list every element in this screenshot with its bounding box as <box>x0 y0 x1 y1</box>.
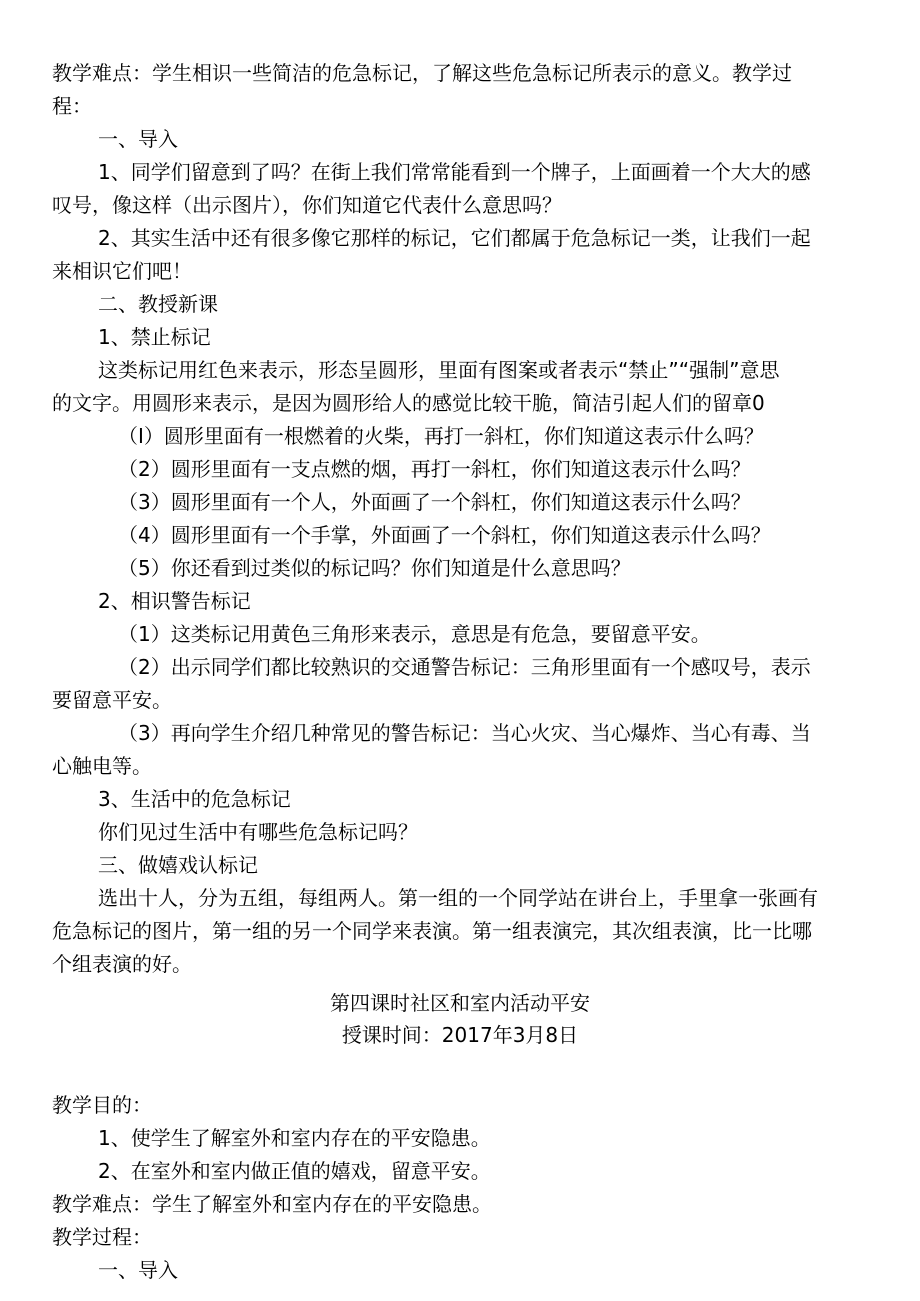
lesson-date: 授课时间：2017年3月8日 <box>341 1023 579 1047</box>
section-heading: 二、教授新课 <box>98 292 218 316</box>
list-item: （4）圆形里面有一个手掌，外面画了一个斜杠，你们知道这表示什么吗？ <box>118 523 771 547</box>
list-item: 2、在室外和室内做正值的嬉戏，留意平安。 <box>98 1159 491 1183</box>
paragraph-line: 要留意平安。 <box>52 688 172 712</box>
paragraph-line: 教学目的： <box>52 1093 152 1117</box>
paragraph-line: 教学过程： <box>52 1225 152 1249</box>
section-heading: 一、导入 <box>98 127 178 151</box>
paragraph-line: 来相识它们吧！ <box>52 259 192 283</box>
paragraph-line: 危急标记的图片，第一组的另一个同学来表演。第一组表演完，其次组表演，比一比哪 <box>52 919 812 943</box>
list-item: （2）圆形里面有一支点燃的烟，再打一斜杠，你们知道这表示什么吗？ <box>118 457 751 481</box>
list-item: （1）这类标记用黄色三角形来表示，意思是有危急，要留意平安。 <box>118 622 711 646</box>
paragraph-line: 心触电等。 <box>52 754 152 778</box>
list-item: （3）再向学生介绍几种常见的警告标记：当心火灾、当心爆炸、当心有毒、当 <box>118 721 811 745</box>
paragraph-line: 你们见过生活中有哪些危急标记吗？ <box>98 820 418 844</box>
paragraph-line: 教学难点：学生相识一些简洁的危急标记，了解这些危急标记所表示的意义。教学过 <box>52 61 792 85</box>
list-item: （I）圆形里面有一根燃着的火柴，再打一斜杠，你们知道这表示什么吗？ <box>118 424 764 448</box>
lesson-title: 第四课时社区和室内活动平安 <box>330 991 590 1015</box>
paragraph-line: 个组表演的好。 <box>52 952 192 976</box>
subsection-heading: 3、生活中的危急标记 <box>98 787 291 811</box>
subsection-heading: 2、相识警告标记 <box>98 589 251 613</box>
list-item: 1、使学生了解室外和室内存在的平安隐患。 <box>98 1126 491 1150</box>
paragraph-line: 程： <box>52 94 92 118</box>
paragraph-line: 2、其实生活中还有很多像它那样的标记，它们都属于危急标记一类，让我们一起 <box>98 226 811 250</box>
list-item: （2）出示同学们都比较熟识的交通警告标记：三角形里面有一个感叹号，表示 <box>118 655 811 679</box>
paragraph-line: 1、同学们留意到了吗？在街上我们常常能看到一个牌子，上面画着一个大大的感 <box>98 160 811 184</box>
paragraph-line: 的文字。用圆形来表示，是因为圆形给人的感觉比较干脆，简洁引起人们的留章0 <box>52 391 765 415</box>
list-item: （3）圆形里面有一个人，外面画了一个斜杠，你们知道这表示什么吗？ <box>118 490 751 514</box>
section-heading: 三、做嬉戏认标记 <box>98 853 258 877</box>
section-heading: 一、导入 <box>98 1258 178 1282</box>
paragraph-line: 这类标记用红色来表示，形态呈圆形，里面有图案或者表示“禁止”“强制”意思 <box>98 358 780 382</box>
list-item: （5）你还看到过类似的标记吗？你们知道是什么意思吗？ <box>118 556 631 580</box>
subsection-heading: 1、禁止标记 <box>98 325 211 349</box>
paragraph-line: 叹号，像这样（出示图片），你们知道它代表什么意思吗？ <box>52 193 562 217</box>
paragraph-line: 教学难点：学生了解室外和室内存在的平安隐患。 <box>52 1192 492 1216</box>
paragraph-line: 选出十人，分为五组，每组两人。第一组的一个同学站在讲台上，手里拿一张画有 <box>98 886 818 910</box>
